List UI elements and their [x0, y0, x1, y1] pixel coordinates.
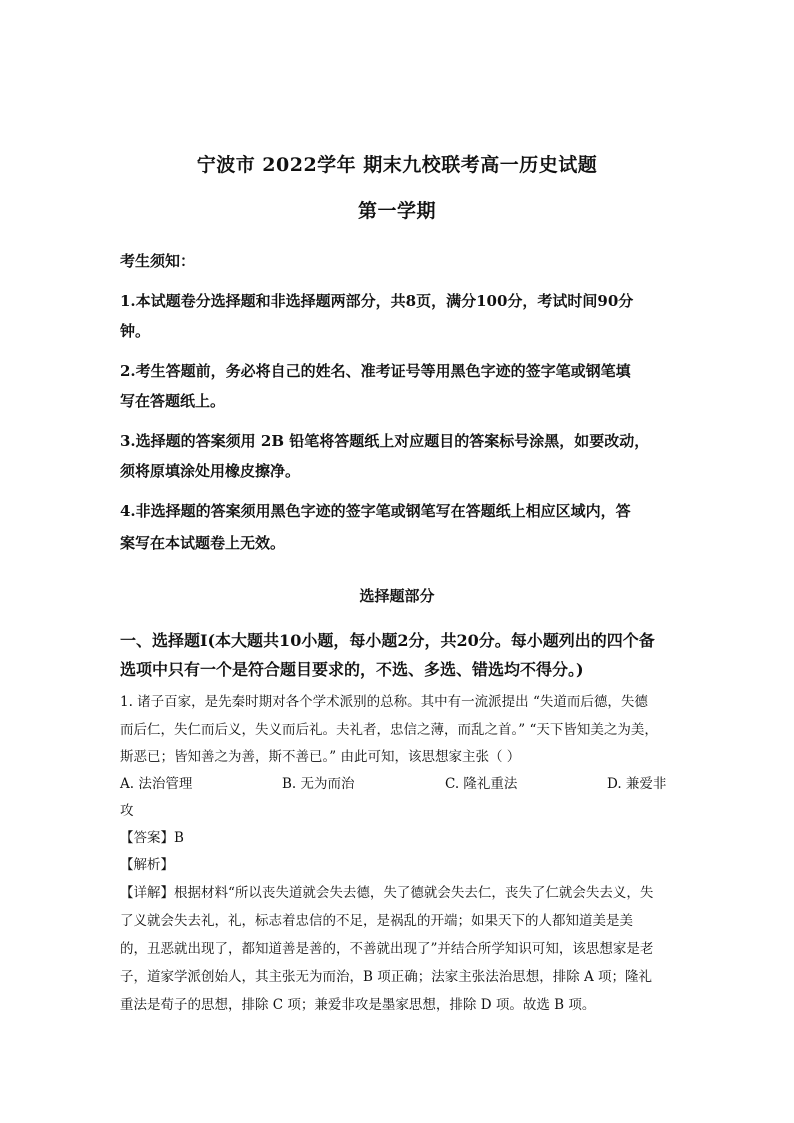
- part-heading: 一、选择题Ⅰ(本大题共10小题，每小题2分，共20分。每小题列出的四个备: [120, 631, 655, 650]
- notice-line: 案写在本试题卷上无效。: [120, 534, 286, 552]
- question-stem: 1. 诸子百家，是先秦时期对各个学术派别的总称。其中有一流派提出 “失道而后德，失德: [120, 694, 648, 710]
- analysis-line: 了义就会失去礼，礼，标志着忠信的不足，是祸乱的开端；如果天下的人都知道美是美: [120, 913, 633, 929]
- option-c: C. 隆礼重法: [445, 776, 518, 792]
- exam-title: 宁波市 2022学年 期末九校联考高一历史试题: [196, 154, 598, 176]
- analysis-line: 子，道家学派创始人，其主张无为而治，B 项正确；法家主张法治思想，排除 A 项；隆礼: [120, 969, 653, 985]
- notice-line: 4.非选择题的答案须用黑色字迹的签字笔或钢笔写在答题纸上相应区域内，答: [120, 502, 631, 520]
- notice-line: 1.本试题卷分选择题和非选择题两部分，共8页，满分100分，考试时间90分: [120, 292, 634, 310]
- analysis-label: 【解析】: [120, 857, 174, 873]
- option-b: B. 无为而治: [282, 776, 355, 792]
- option-a: A. 法治管理: [120, 776, 193, 792]
- question-stem: 而后仁，失仁而后义，失义而后礼。夫礼者，忠信之薄，而乱之首。” “天下皆知美之为美，: [120, 722, 658, 738]
- notice-line: 钟。: [120, 322, 151, 340]
- analysis-line: 的，丑恶就出现了，都知道善是善的，不善就出现了”并结合所学知识可知，该思想家是老: [120, 941, 654, 957]
- option-d: D. 兼爱非: [607, 776, 667, 792]
- notice-line: 须将原填涂处用橡皮擦净。: [120, 462, 301, 480]
- analysis-line: 重法是荀子的思想，排除 C 项；兼爱非攻是墨家思想，排除 D 项。故选 B 项。: [120, 997, 596, 1013]
- section-title: 选择题部分: [359, 587, 435, 605]
- question-stem: 斯恶已；皆知善之为善，斯不善已。” 由此可知，该思想家主张（ ）: [120, 749, 521, 765]
- option-d-wrap: 攻: [120, 803, 134, 819]
- notice-line: 2.考生答题前，务必将自己的姓名、准考证号等用黑色字迹的签字笔或钢笔填: [120, 362, 631, 380]
- notice-line: 写在答题纸上。: [120, 392, 226, 410]
- notice-line: 3.选择题的答案须用 2B 铅笔将答题纸上对应题目的答案标号涂黑，如要改动，: [120, 432, 650, 450]
- analysis-line: 【详解】根据材料“所以丧失道就会失去德，失了德就会失去仁，丧失了仁就会失去义，失: [120, 885, 654, 901]
- answer-line: 【答案】B: [120, 830, 184, 846]
- notice-heading: 考生须知：: [120, 252, 196, 270]
- part-heading: 选项中只有一个是符合题目要求的，不选、多选、错选均不得分。): [120, 660, 584, 679]
- exam-subtitle: 第一学期: [357, 200, 436, 222]
